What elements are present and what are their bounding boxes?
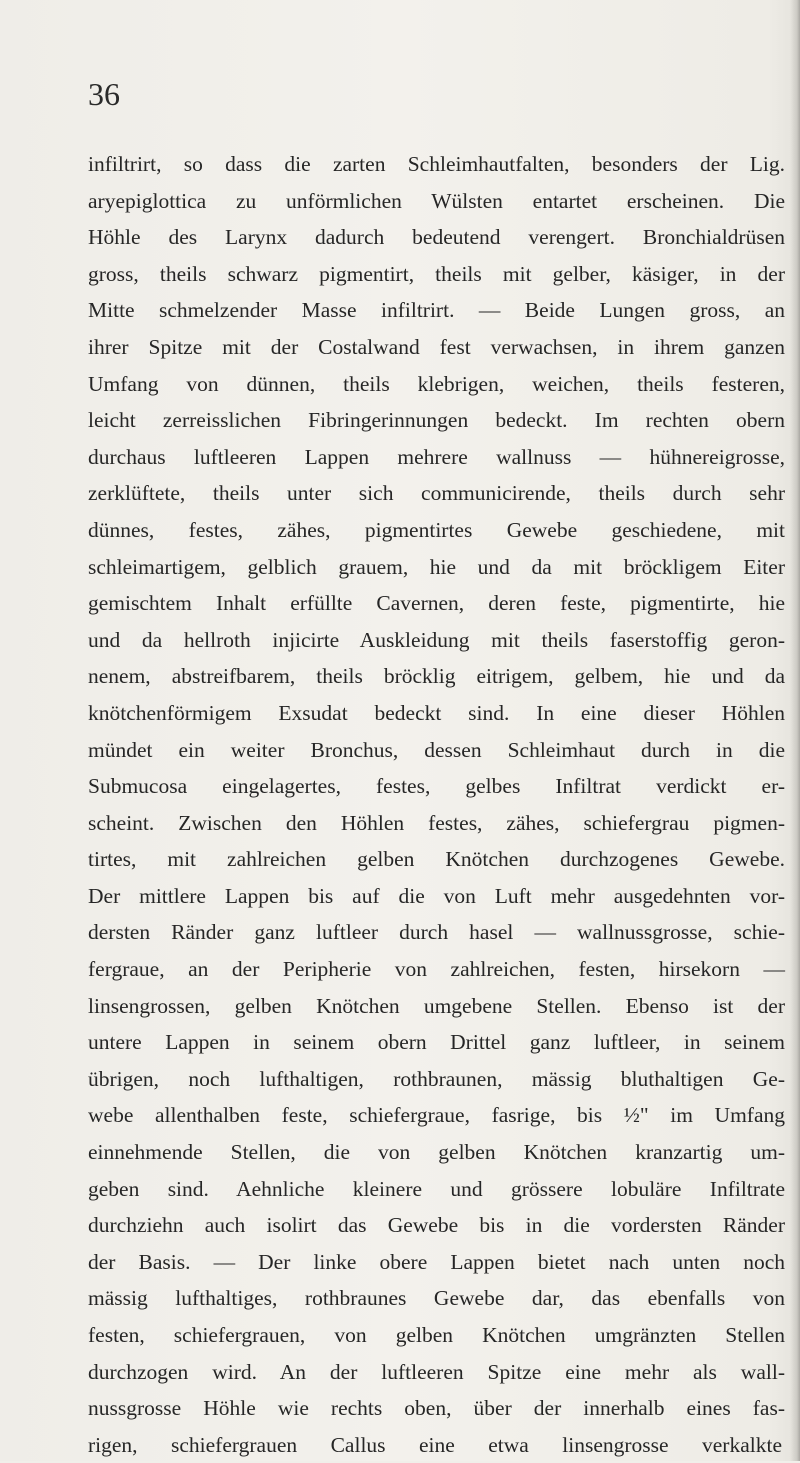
text-line: zerklüftete, theils unter sich communicirende, theils durch sehr (88, 481, 785, 506)
text-line: aryepiglottica zu unförmlichen Wülsten entartet erscheinen. Die (88, 188, 785, 213)
text-line: infiltrirt, so dass die zarten Schleimhautfalten, besonders der Lig. (88, 152, 785, 176)
text-line: leicht zerreisslichen Fibringerinnungen bedeckt. Im rechten obern (88, 408, 785, 433)
text-line: fergraue, an der Peripherie von zahlreichen, festen, hirsekorn — (88, 957, 785, 982)
text-line: scheint. Zwischen den Höhlen festes, zähes, schiefergrau pigmen- (88, 810, 785, 835)
text-line: Mitte schmelzender Masse infiltrirt. — Beide Lungen gross, an (88, 298, 785, 323)
text-line: knötchenförmigem Exsudat bedeckt sind. In eine dieser Höhlen (88, 700, 785, 725)
text-line: mündet ein weiter Bronchus, dessen Schleimhaut durch in die (88, 737, 785, 762)
text-line: übrigen, noch lufthaltigen, rothbraunen, mässig bluthaltigen Ge- (88, 1066, 785, 1091)
text-line: einnehmende Stellen, die von gelben Knötchen kranzartig um- (88, 1140, 785, 1165)
body-text (88, 146, 788, 1463)
text-line: durchziehn auch isolirt das Gewebe bis in die vordersten Ränder (88, 1213, 785, 1238)
text-line: tirtes, mit zahlreichen gelben Knötchen durchzogenes Gewebe. (88, 847, 785, 872)
text-line: geben sind. Aehnliche kleinere und grössere lobuläre Infiltrate (88, 1176, 785, 1201)
text-line: durchaus luftleeren Lappen mehrere wallnuss — hühnereigrosse, (88, 444, 785, 469)
text-line: rigen, schiefergrauen Callus eine etwa linsengrosse verkalkte (88, 1432, 782, 1457)
text-line: festen, schiefergrauen, von gelben Knötchen umgränzten Stellen (88, 1323, 785, 1347)
text-line: Höhle des Larynx dadurch bedeutend verengert. Bronchialdrüsen (88, 225, 785, 250)
text-line: webe allenthalben feste, schiefergraue, fasrige, bis ½" im Umfang (88, 1103, 785, 1128)
text-line: nussgrosse Höhle wie rechts oben, über der innerhalb eines fas- (88, 1396, 785, 1421)
text-line: und da hellroth injicirte Auskleidung mit theils faserstoffig geron- (88, 627, 785, 652)
text-line: Umfang von dünnen, theils klebrigen, weichen, theils festeren, (88, 371, 785, 396)
text-line: nenem, abstreifbarem, theils bröcklig eitrigem, gelbem, hie und da (88, 664, 785, 689)
text-line: Der mittlere Lappen bis auf die von Luft mehr ausgedehnten vor- (88, 883, 785, 908)
text-line: durchzogen wird. An der luftleeren Spitze eine mehr als wall- (88, 1359, 785, 1384)
text-line: dünnes, festes, zähes, pigmentirtes Gewebe geschiedene, mit (88, 517, 785, 542)
page-number: 36 (88, 76, 120, 112)
text-line: dersten Ränder ganz luftleer durch hasel — wallnussgrosse, schie- (88, 920, 785, 945)
text-line: schleimartigem, gelblich grauem, hie und da mit bröckligem Eiter (88, 554, 785, 579)
text-line: der Basis. — Der linke obere Lappen bietet nach unten noch (88, 1249, 785, 1274)
page-edge-shadow (790, 0, 800, 1461)
text-line: linsengrossen, gelben Knötchen umgebene Stellen. Ebenso ist der (88, 993, 785, 1018)
text-line: untere Lappen in seinem obern Drittel ganz luftleer, in seinem (88, 1030, 785, 1055)
text-line: mässig lufthaltiges, rothbraunes Gewebe dar, das ebenfalls von (88, 1286, 785, 1311)
text-line: Submucosa eingelagertes, festes, gelbes Infiltrat verdickt er- (88, 774, 785, 799)
text-line: gemischtem Inhalt erfüllte Cavernen, deren feste, pigmentirte, hie (88, 591, 785, 616)
text-line: gross, theils schwarz pigmentirt, theils mit gelber, käsiger, in der (88, 261, 785, 286)
text-line: ihrer Spitze mit der Costalwand fest verwachsen, in ihrem ganzen (88, 334, 785, 359)
